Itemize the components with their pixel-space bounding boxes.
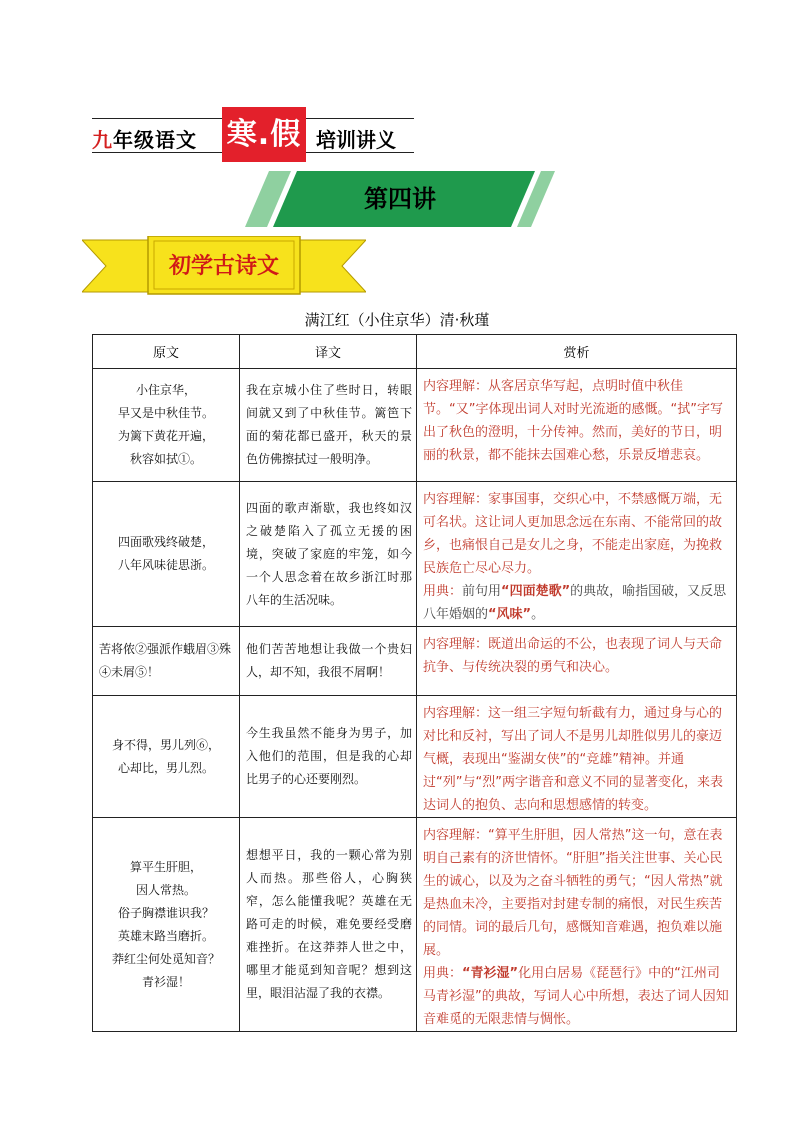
- original-line: 算平生肝胆，: [129, 859, 202, 874]
- analysis-cell: [417, 369, 737, 482]
- grade-number: 九: [92, 128, 113, 152]
- table-row: [93, 818, 737, 1032]
- original-line: 苦将侬②强派作蛾眉③殊④未屑⑤！: [99, 642, 232, 679]
- allusion-label: 用典：: [423, 966, 463, 981]
- allusion-highlight: “四面楚歌”: [501, 584, 571, 599]
- grade-label: [92, 124, 197, 153]
- translation-cell: 四面的歌声渐歇，我也终如汉之破楚陷入了孤立无援的困境，突破了家庭的牢笼，如今一个人思念着在故乡浙江时那八年的生活况味。: [240, 482, 417, 627]
- handout-label: 培训讲义: [316, 128, 396, 152]
- analysis-cell: [417, 696, 737, 818]
- header-original: 原文: [93, 335, 240, 369]
- original-line: 因人常热。: [135, 882, 196, 897]
- original-line: 秋容如拭①。: [129, 452, 202, 466]
- table-header-row: [93, 335, 737, 369]
- original-cell: [93, 482, 240, 627]
- analysis-text: 从客居京华写起，点明时值中秋佳节。“又”字体现出词人对时光流逝的感慨。“拭”字写出了秋色的澄明，十分传神。然而，美好的节日，明丽的秋景，都不能抹去国难心愁，乐景反增悲哀。: [423, 379, 723, 463]
- poem-title: 满江红（小住京华）清·秋瑾: [304, 311, 490, 329]
- analysis-cell: [417, 482, 737, 627]
- analysis-label: 内容理解：: [423, 379, 489, 394]
- original-line: 为篱下黄花开遍，: [117, 429, 214, 443]
- translation-cell: 我在京城小住了些时日，转眼间就又到了中秋佳节。篱笆下面的菊花都已盛开，秋天的景色仿佛擦拭过一般明净。: [240, 369, 417, 482]
- analysis-text: “算平生肝胆，因人常热”这一句，意在表明自己素有的济世情怀。“肝胆”指关注世事、关心民生的诚心，以及为之奋斗牺牲的勇气；“因人常热”就是热血未冷，主要指对封建专制的痛恨，对民生疾苦的同情。词的最后几句，感慨知音难遇，抱负难以施展。: [423, 828, 723, 958]
- allusion-label: 用典：: [423, 584, 463, 599]
- analysis-text: 既道出命运的不公，也表现了词人与天命抗争、与传统决裂的勇气和决心。: [423, 637, 723, 675]
- table-row: [93, 369, 737, 482]
- original-line: 莽红尘何处觅知音？: [111, 951, 220, 966]
- allusion-text-pre: 前句用: [462, 584, 502, 599]
- section-banner: [82, 236, 366, 298]
- analysis-text: 家事国事，交织心中，不禁感慨万端，无可名状。这让词人更加思念远在东南、不能常回的故乡，也痛恨自己是女儿之身，不能走出家庭，为挽救民族危亡尽心尽力。: [423, 492, 723, 576]
- header-translation: 译文: [240, 335, 417, 369]
- translation-cell: 想想平日，我的一颗心常为别人而热。那些俗人，心胸狭窄，怎么能懂我呢？英雄在无路可走的时候，难免要经受磨难挫折。在这莽莽人世之中，哪里才能觅到知音呢？想到这里，眼泪沾湿了我的衣襟。: [240, 818, 417, 1032]
- allusion-highlight: “青衫湿”: [462, 966, 519, 981]
- header-analysis: 赏析: [417, 335, 737, 369]
- original-line: 四面歌残终破楚，: [117, 535, 214, 549]
- table-row: [93, 627, 737, 696]
- original-line: 青衫湿！: [141, 974, 190, 989]
- allusion-text-mid: 的典故，喻指国破，又反思八年婚姻的: [423, 584, 727, 622]
- original-line: 英雄末路当磨折。: [117, 928, 214, 943]
- allusion-text: 化用白居易《琵琶行》中的“江州司马青衫湿”的典故，写词人心中所想，表达了词人因知音难觅的无限悲情与惆怅。: [423, 966, 729, 1027]
- lecture-title: 第四讲: [364, 185, 436, 213]
- table-row: [93, 696, 737, 818]
- season-badge: 寒.假: [222, 107, 306, 162]
- analysis-label: 内容理解：: [423, 492, 489, 507]
- table-row: [93, 482, 737, 627]
- allusion-highlight-2: “风味”: [488, 607, 532, 622]
- original-cell: [93, 627, 240, 696]
- original-line: 早又是中秋佳节。: [117, 406, 214, 420]
- original-line: 小住京华，: [135, 383, 196, 397]
- analysis-cell: [417, 818, 737, 1032]
- original-line: 俗子胸襟谁识我？: [117, 905, 214, 920]
- lecture-banner: [245, 171, 555, 227]
- original-line: 八年风味徒思浙。: [117, 558, 214, 572]
- original-cell: [93, 369, 240, 482]
- grade-subject: 年级语文: [113, 128, 197, 152]
- analysis-label: 内容理解：: [423, 706, 489, 721]
- translation-cell: 今生我虽然不能身为男子，加入他们的范围，但是我的心却比男子的心还要刚烈。: [240, 696, 417, 818]
- analysis-text: 这一组三字短句斩截有力，通过身与心的对比和反衬，写出了词人不是男儿却胜似男儿的豪迈气概，表现出“鉴湖女侠”的“竞雄”精神。并通过“列”与“烈”两字谐音和意义不同的显著变化，来表达词人的抱负、志向和思想感情的转变。: [423, 706, 723, 813]
- translation-cell: 他们苦苦地想让我做一个贵妇人，却不知，我很不屑啊！: [240, 627, 417, 696]
- analysis-cell: [417, 627, 737, 696]
- section-title: 初学古诗文: [168, 254, 279, 279]
- poem-table: [92, 334, 737, 1032]
- original-cell: [93, 696, 240, 818]
- analysis-label: 内容理解：: [423, 828, 489, 843]
- analysis-label: 内容理解：: [423, 637, 489, 652]
- original-line: 身不得，男儿列⑥，: [111, 737, 220, 752]
- original-cell: [93, 818, 240, 1032]
- original-line: 心却比，男儿烈。: [117, 760, 214, 775]
- allusion-text-post: 。: [531, 607, 545, 622]
